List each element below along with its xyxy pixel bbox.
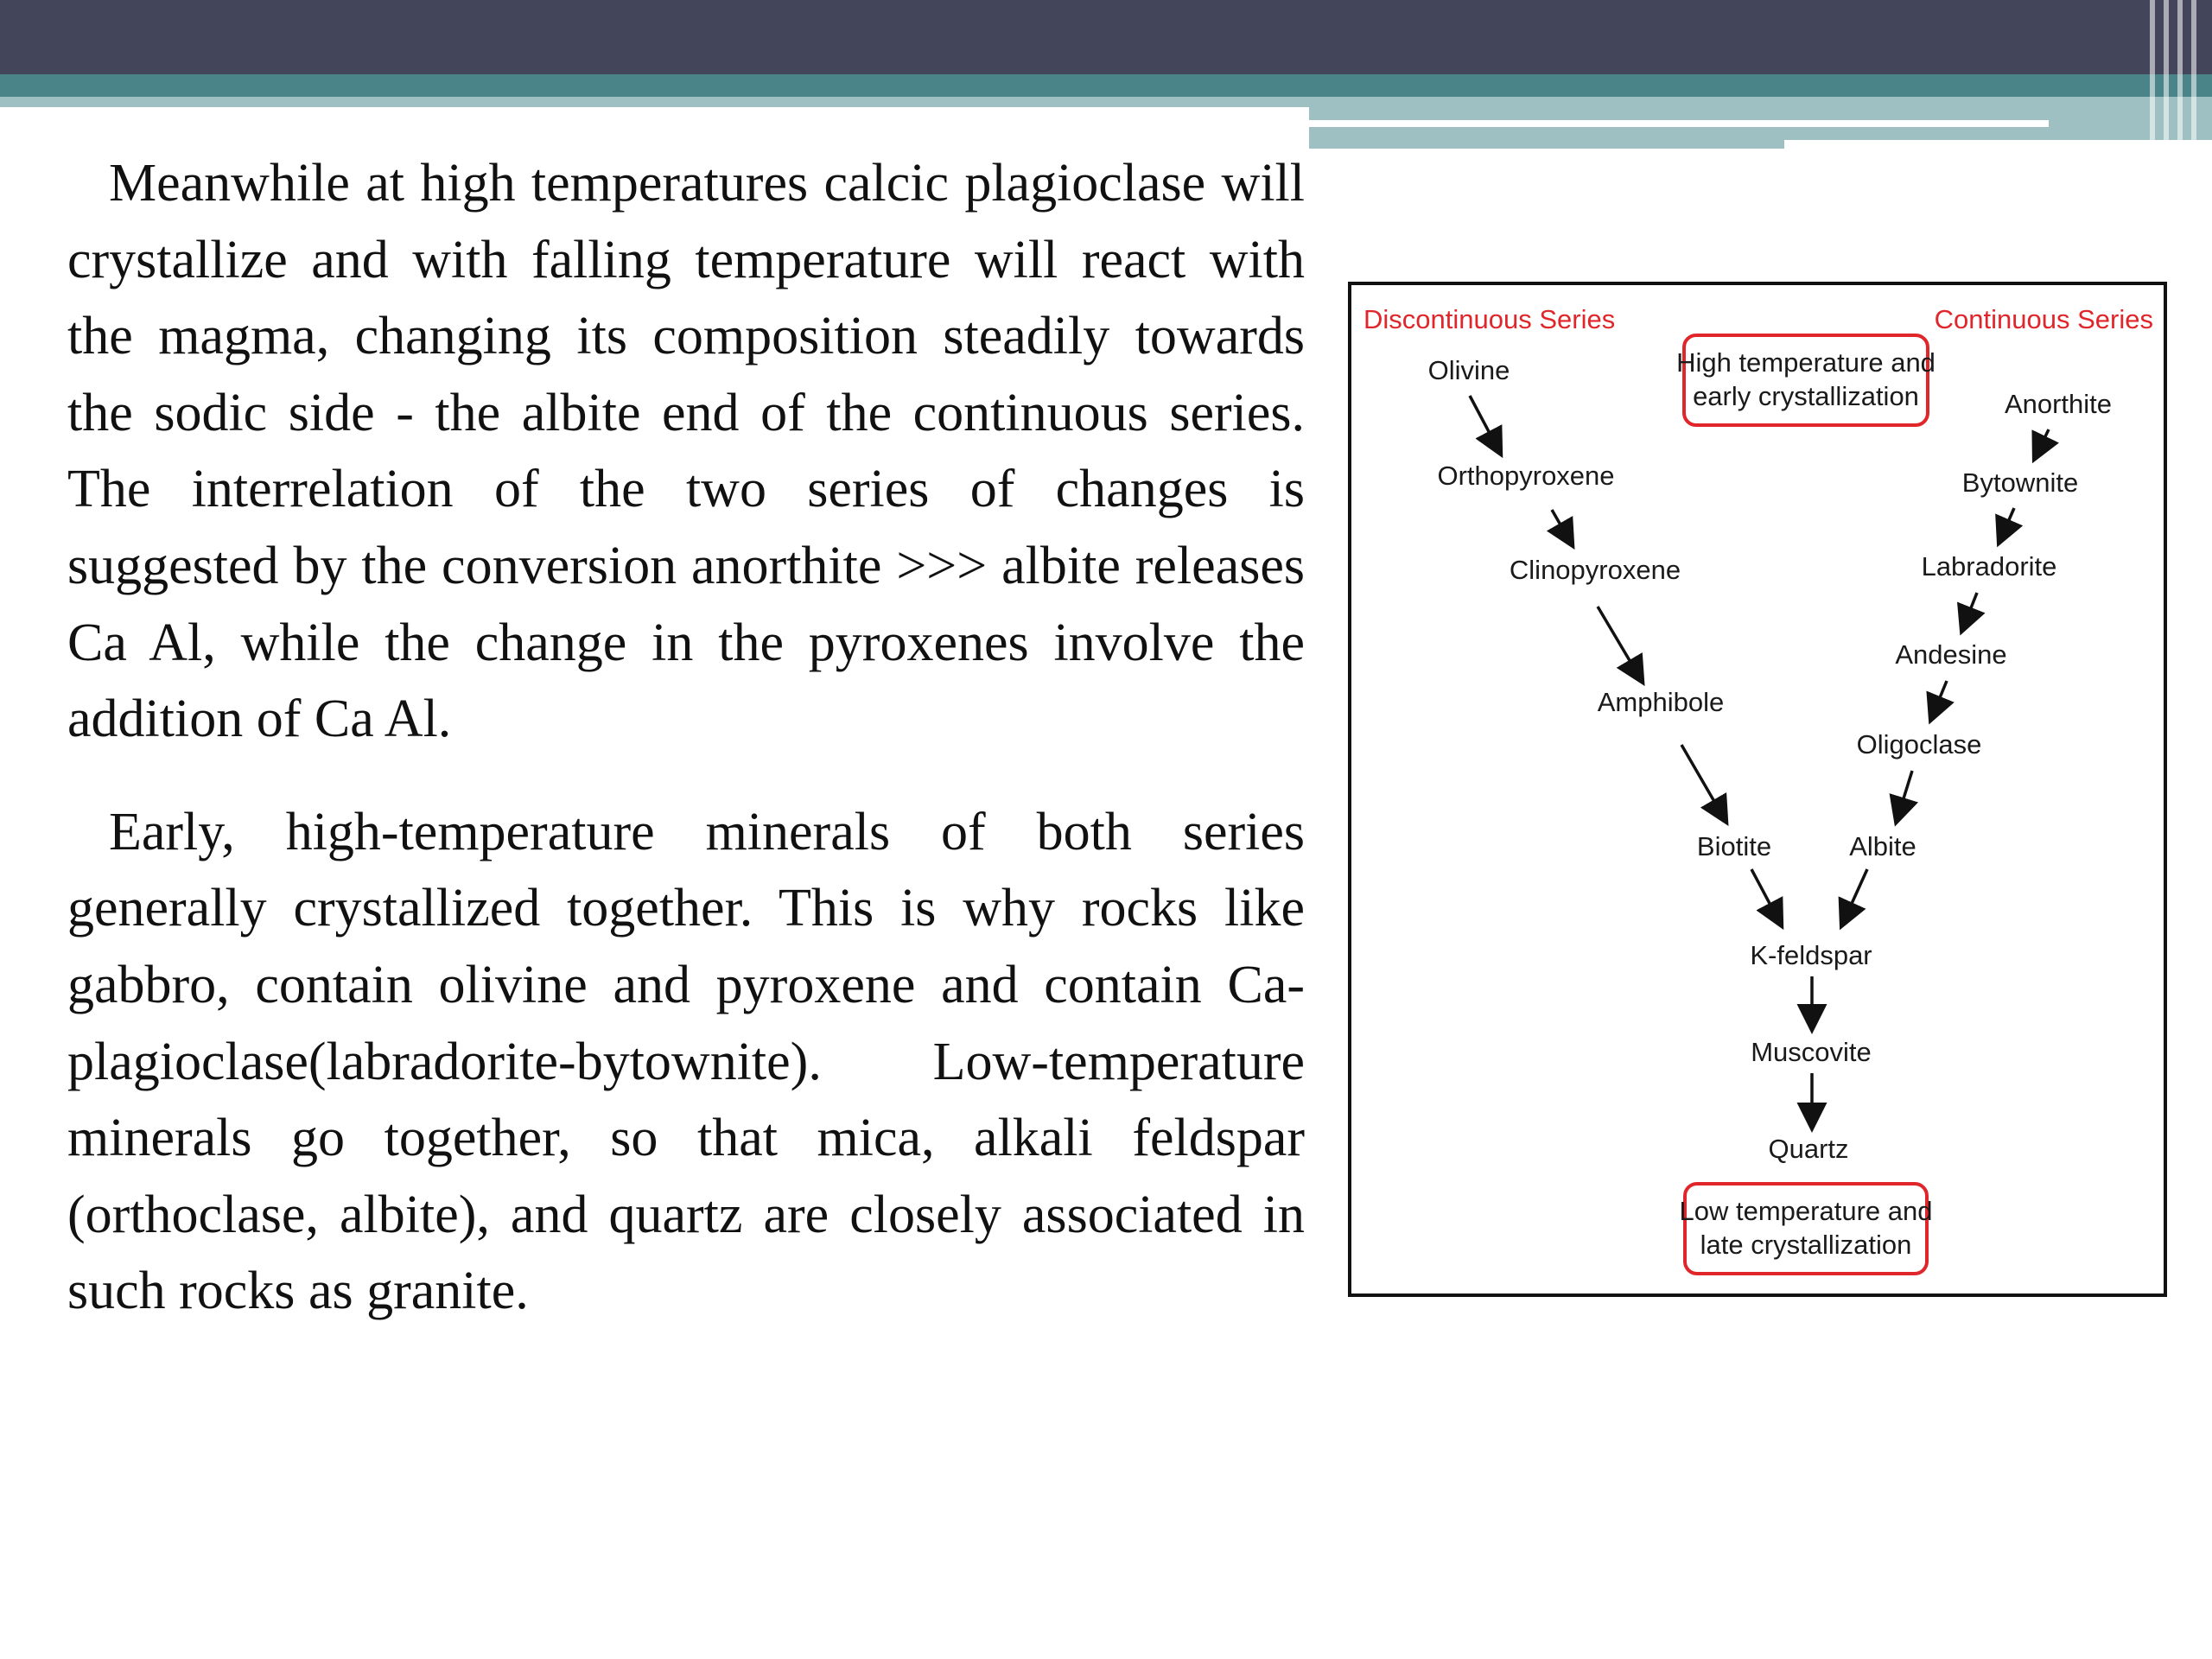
mineral-orthopyroxene: Orthopyroxene xyxy=(1437,461,1615,491)
header-bar-light xyxy=(0,97,1309,107)
discontinuous-series-label: Discontinuous Series xyxy=(1363,304,1616,334)
arrow-labradorite-to-andesine xyxy=(1962,593,1977,630)
mineral-clinopyroxene: Clinopyroxene xyxy=(1509,555,1681,585)
mineral-k-feldspar: K-feldspar xyxy=(1750,940,1872,970)
paragraph-plagioclase-reaction: Meanwhile at high temperatures calcic plagioclase will crystallize and with falling temperature will react with the magma, changing its composition steadily towards the sodic side - the albite end of the continuous series. The interrelation of the two series of changes is suggested by the conversion anorthite >>> albite releases Ca Al, while the change in the pyroxenes involve the addition of Ca Al. xyxy=(67,154,1305,749)
arrow-andesine-to-oligoclase xyxy=(1931,681,1947,719)
arrow-bytownite-to-labradorite xyxy=(1999,508,2014,542)
paragraph-mineral-associations: Early, high-temperature minerals of both series generally crystallized together. This is why rocks like gabbro, contain olivine and pyroxene and contain Ca-plagioclase(labradorite-bytownite). Low-temperature minerals go together, so that mica, alkali feldspar (orthoclase, albite), and quartz are closely associated in such rocks as granite. xyxy=(67,802,1305,1321)
high-temperature-note-line-1: High temperature and xyxy=(1676,347,1936,378)
arrow-albite-to-k-feldspar xyxy=(1842,869,1867,925)
low-temperature-note-line-2: late crystallization xyxy=(1700,1230,1912,1260)
mineral-muscovite: Muscovite xyxy=(1751,1037,1872,1067)
header-stripe xyxy=(2177,0,2183,149)
header-stripe xyxy=(2191,0,2196,149)
arrow-amphibole-to-biotite xyxy=(1681,745,1726,821)
mineral-quartz: Quartz xyxy=(1768,1134,1849,1164)
slide-body xyxy=(67,145,1305,1330)
mineral-oligoclase: Oligoclase xyxy=(1856,729,1982,760)
arrow-olivine-to-orthopyroxene xyxy=(1470,396,1500,453)
arrow-anorthite-to-bytownite xyxy=(2035,429,2049,458)
reaction-series-diagram xyxy=(1348,282,2167,1297)
arrow-clinopyroxene-to-amphibole xyxy=(1598,607,1642,681)
mineral-anorthite: Anorthite xyxy=(2004,389,2113,419)
arrow-oligoclase-to-albite xyxy=(1897,771,1912,821)
mineral-biotite: Biotite xyxy=(1696,831,1772,861)
mineral-amphibole: Amphibole xyxy=(1597,687,1725,717)
header-divider-line xyxy=(1309,120,2049,127)
high-temperature-note-line-2: early crystallization xyxy=(1693,381,1919,411)
continuous-series-label: Continuous Series xyxy=(1934,304,2153,334)
arrow-orthopyroxene-to-clinopyroxene xyxy=(1552,510,1572,544)
arrow-biotite-to-k-feldspar xyxy=(1751,869,1781,925)
mineral-olivine: Olivine xyxy=(1427,355,1510,385)
header-divider-line-2 xyxy=(1784,140,2212,149)
header-bar-teal xyxy=(0,74,2212,97)
mineral-andesine: Andesine xyxy=(1895,639,2007,670)
mineral-labradorite: Labradorite xyxy=(1921,551,2057,582)
header-stripe xyxy=(2164,0,2169,149)
mineral-bytownite: Bytownite xyxy=(1961,467,2079,498)
header-bar-dark xyxy=(0,0,2212,74)
low-temperature-note-line-1: Low temperature and xyxy=(1679,1196,1933,1226)
mineral-albite: Albite xyxy=(1849,831,1916,861)
header-stripe xyxy=(2150,0,2155,149)
